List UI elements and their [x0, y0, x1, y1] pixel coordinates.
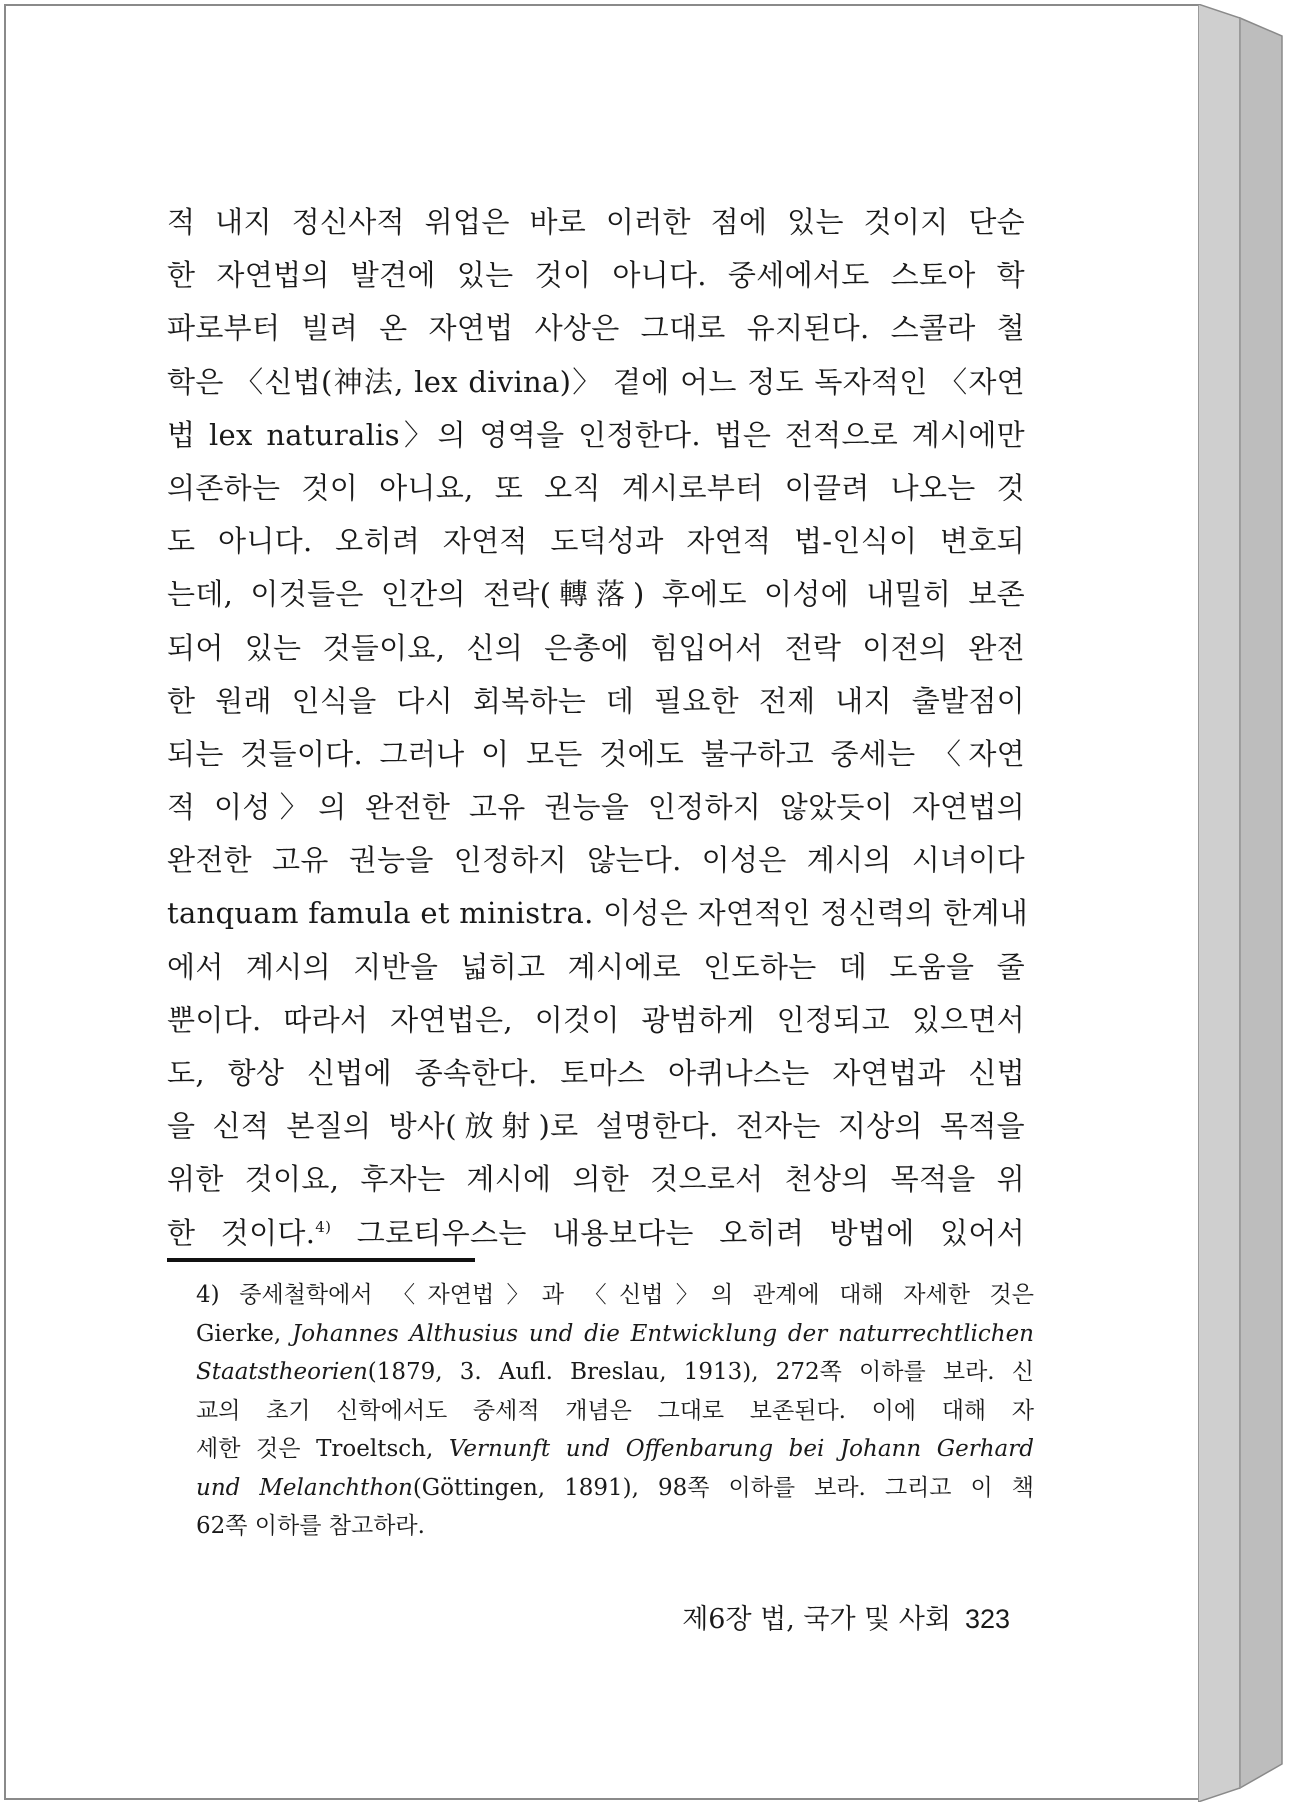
- footnote-divider: [167, 1258, 475, 1262]
- footnote-line: [196, 1353, 1034, 1392]
- footnote-text: 세한 것은 Troeltsch,: [196, 1436, 449, 1462]
- text-line: 에서 계시의 지반을 넓히고 계시에로 인도하는 데 도움을 줄: [167, 949, 1025, 984]
- text-segment: 한 것이다.: [167, 1215, 316, 1250]
- body-text: [167, 196, 1029, 1260]
- book-title: Johannes Althusius und die Entwicklung der naturrechtlichen: [292, 1320, 1034, 1347]
- footnote-text: Gierke,: [196, 1320, 293, 1347]
- text-line-with-footnote-ref: [167, 1207, 1025, 1260]
- book-title: Staatstheorien: [196, 1359, 368, 1385]
- text-line: 는데, 이것들은 인간의 전락(轉落) 후에도 이성에 내밀히 보존: [167, 577, 1025, 612]
- text-line: 도, 항상 신법에 종속한다. 토마스 아퀴나스는 자연법과 신법: [167, 1056, 1025, 1090]
- text-line: 되어 있는 것들이요, 신의 은총에 힘입어서 전락 이전의 완전: [167, 630, 1025, 665]
- chapter-title: 제6장 법, 국가 및 사회: [682, 1604, 951, 1635]
- footnote-text: (Göttingen, 1891), 98쪽 이하를 보라. 그리고 이 책: [412, 1474, 1034, 1501]
- footnote-reference[interactable]: 4): [315, 1217, 332, 1236]
- text-line: 파로부터 빌려 온 자연법 사상은 그대로 유지된다. 스콜라 철: [167, 311, 1025, 346]
- text-line: 한 원래 인식을 다시 회복하는 데 필요한 전제 내지 출발점이: [167, 683, 1025, 718]
- text-line: 되는 것들이다. 그러나 이 모든 것에도 불구하고 중세는 〈자연: [167, 736, 1025, 771]
- footnote-line: 4) 중세철학에서 〈자연법〉과 〈신법〉의 관계에 대해 자세한 것은: [196, 1282, 1034, 1308]
- footnote-line: [196, 1430, 1034, 1469]
- text-line: 학은 〈신법(神法, lex divina)〉 곁에 어느 정도 독자적인 〈자연: [167, 364, 1025, 399]
- text-line: 뿐이다. 따라서 자연법은, 이것이 광범하게 인정되고 있으면서: [167, 1002, 1025, 1037]
- text-segment: 그로티우스는 내용보다는 오히려 방법에 있어서: [331, 1215, 1025, 1250]
- footnote-line: 교의 초기 신학에서도 중세적 개념은 그대로 보존된다. 이에 대해 자: [196, 1397, 1034, 1424]
- footnote-line: 62쪽 이하를 참고하라.: [196, 1513, 425, 1539]
- page-stack-graphic: [1198, 4, 1316, 1802]
- footnote-line: [196, 1315, 1034, 1354]
- book-title: und Melanchthon: [196, 1474, 413, 1501]
- text-line: 한 자연법의 발견에 있는 것이 아니다. 중세에서도 스토아 학: [167, 258, 1025, 293]
- text-line: 적 이성〉의 완전한 고유 권능을 인정하지 않았듯이 자연법의: [167, 790, 1025, 825]
- text-line: 적 내지 정신사적 위업은 바로 이러한 점에 있는 것이지 단순: [167, 205, 1025, 239]
- text-line: 법 lex naturalis〉의 영역을 인정한다. 법은 전적으로 계시에만: [167, 417, 1025, 452]
- page-number: 323: [964, 1604, 1010, 1634]
- text-line: 완전한 고유 권능을 인정하지 않는다. 이성은 계시의 시녀이다: [167, 843, 1025, 878]
- footnote-text: (1879, 3. Aufl. Breslau, 1913), 272쪽 이하를 보라. 신: [367, 1359, 1034, 1385]
- running-footer: [682, 1597, 1010, 1636]
- footnote: [196, 1276, 1034, 1546]
- text-line: tanquam famula et ministra. 이성은 자연적인 정신력의 한계내: [167, 896, 1029, 931]
- text-line: 의존하는 것이 아니요, 또 오직 계시로부터 이끌려 나오는 것: [167, 470, 1025, 505]
- text-line: 위한 것이요, 후자는 계시에 의한 것으로서 천상의 목적을 위: [167, 1162, 1025, 1197]
- text-line: 도 아니다. 오히려 자연적 도덕성과 자연적 법-인식이 변호되: [167, 524, 1025, 559]
- text-line: 을 신적 본질의 방사(放射)로 설명한다. 전자는 지상의 목적을: [167, 1109, 1025, 1144]
- footnote-line: [196, 1469, 1034, 1508]
- book-title: Vernunft und Offenbarung bei Johann Gerhard: [448, 1436, 1034, 1462]
